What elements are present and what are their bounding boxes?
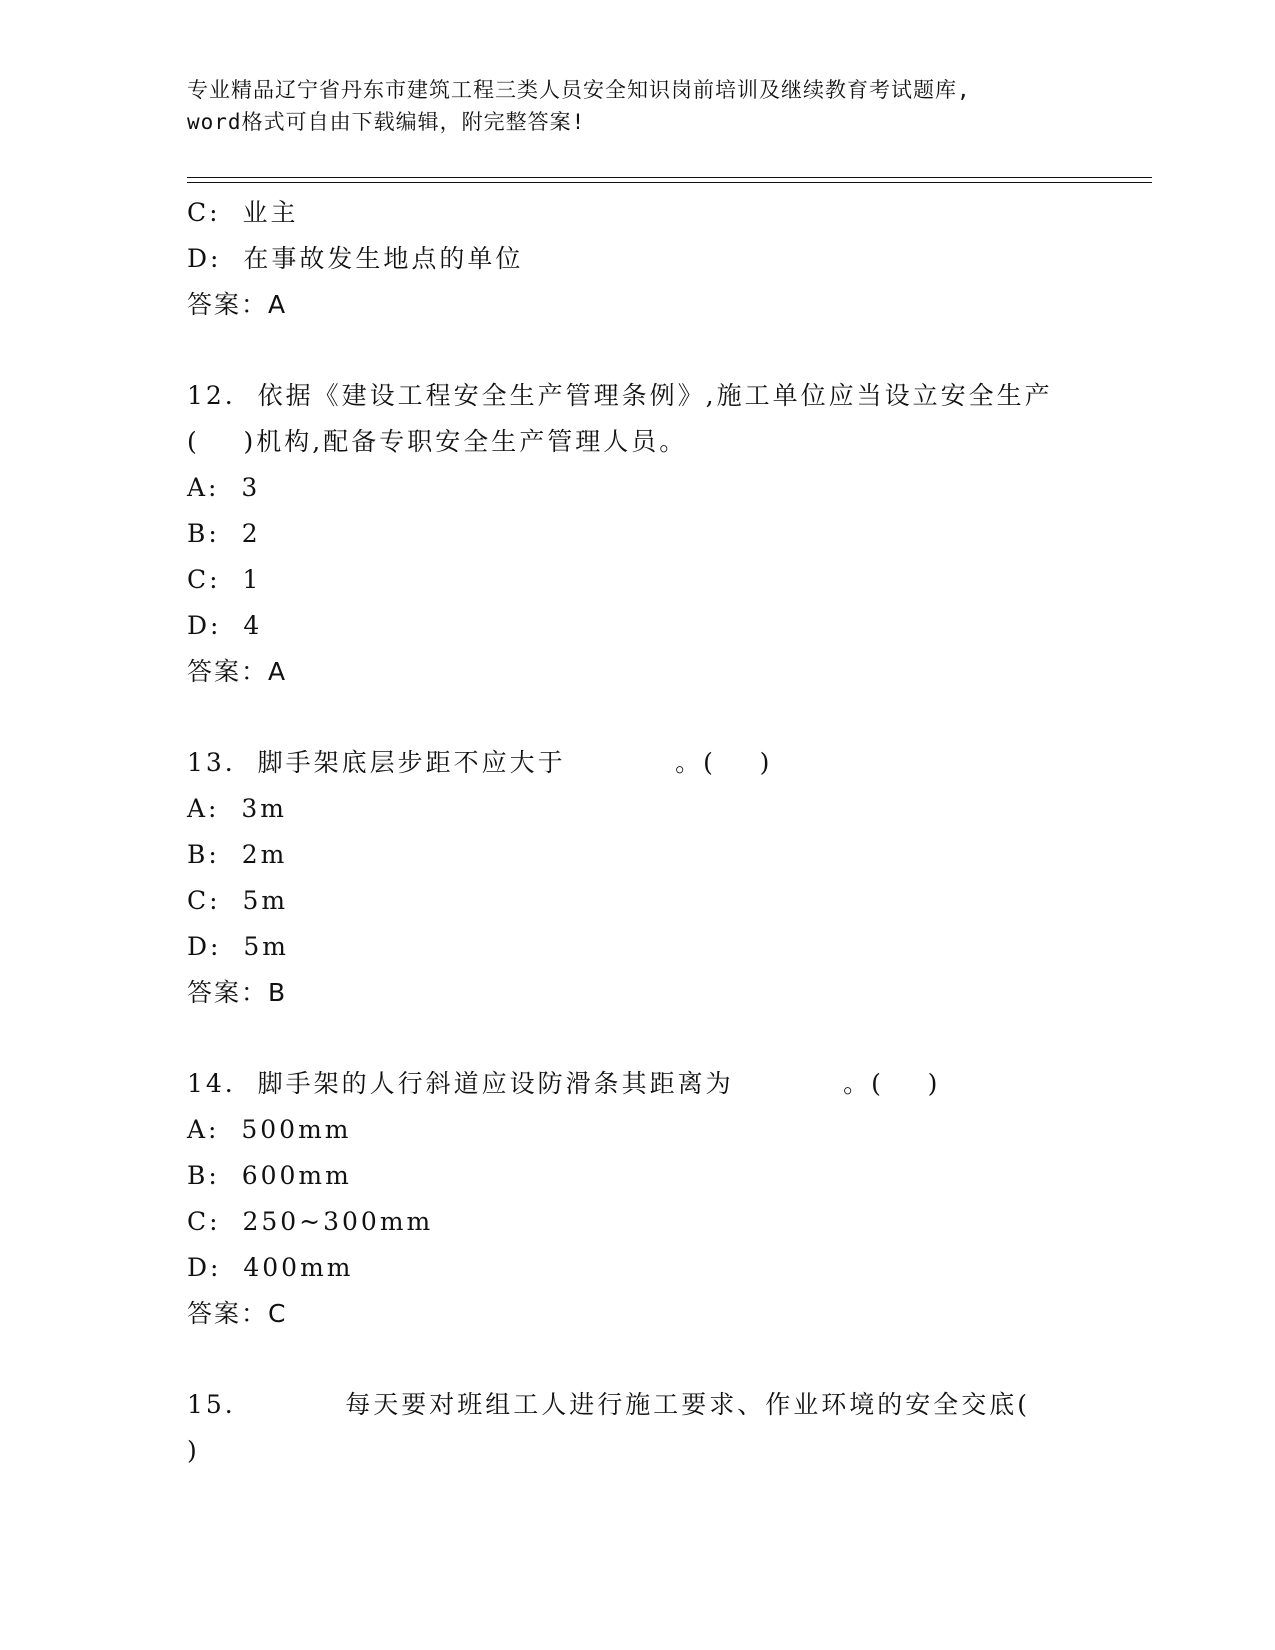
question-stem-continued: )	[187, 1436, 200, 1465]
option-b: B: 2m	[187, 840, 288, 869]
header-line-1: 专业精品辽宁省丹东市建筑工程三类人员安全知识岗前培训及继续教育考试题库,	[187, 78, 971, 102]
question-stem-continued: ( )机构,配备专职安全生产管理人员。	[187, 427, 688, 456]
question-15	[187, 1382, 1117, 1474]
question-12	[187, 373, 1117, 695]
question-stem: 14. 脚手架的人行斜道应设防滑条其距离为 。( )	[187, 1069, 941, 1098]
question-stem: 12. 依据《建设工程安全生产管理条例》,施工单位应当设立安全生产	[187, 381, 1053, 410]
answer-line: 答案：A	[187, 657, 288, 686]
option-d: D: 5m	[187, 932, 289, 961]
option-c: C: 1	[187, 565, 262, 594]
option-d: D: 在事故发生地点的单位	[187, 244, 524, 273]
answer-line: 答案：B	[187, 978, 288, 1007]
option-d: D: 400mm	[187, 1253, 354, 1282]
header-divider-bottom	[187, 182, 1152, 183]
option-c: C: 5m	[187, 886, 289, 915]
header-divider-top	[187, 177, 1152, 178]
option-c: C: 业主	[187, 198, 299, 227]
option-a: A: 3	[187, 473, 261, 502]
option-a: A: 3m	[187, 794, 287, 823]
question-13	[187, 740, 1117, 1016]
option-c: C: 250~300mm	[187, 1207, 434, 1236]
document-header	[187, 74, 1107, 138]
question-14	[187, 1061, 1117, 1337]
option-d: D: 4	[187, 611, 263, 640]
question-stem: 15. 每天要对班组工人进行施工要求、作业环境的安全交底(	[187, 1390, 1030, 1419]
question-11-tail	[187, 190, 1117, 328]
question-list	[187, 190, 1117, 1474]
answer-line: 答案：A	[187, 290, 288, 319]
answer-line: 答案：C	[187, 1299, 288, 1328]
question-stem: 13. 脚手架底层步距不应大于 。( )	[187, 748, 773, 777]
option-b: B: 2	[187, 519, 261, 548]
option-b: B: 600mm	[187, 1161, 352, 1190]
header-line-2: word格式可自由下载编辑，附完整答案!	[187, 110, 586, 134]
option-a: A: 500mm	[187, 1115, 352, 1144]
